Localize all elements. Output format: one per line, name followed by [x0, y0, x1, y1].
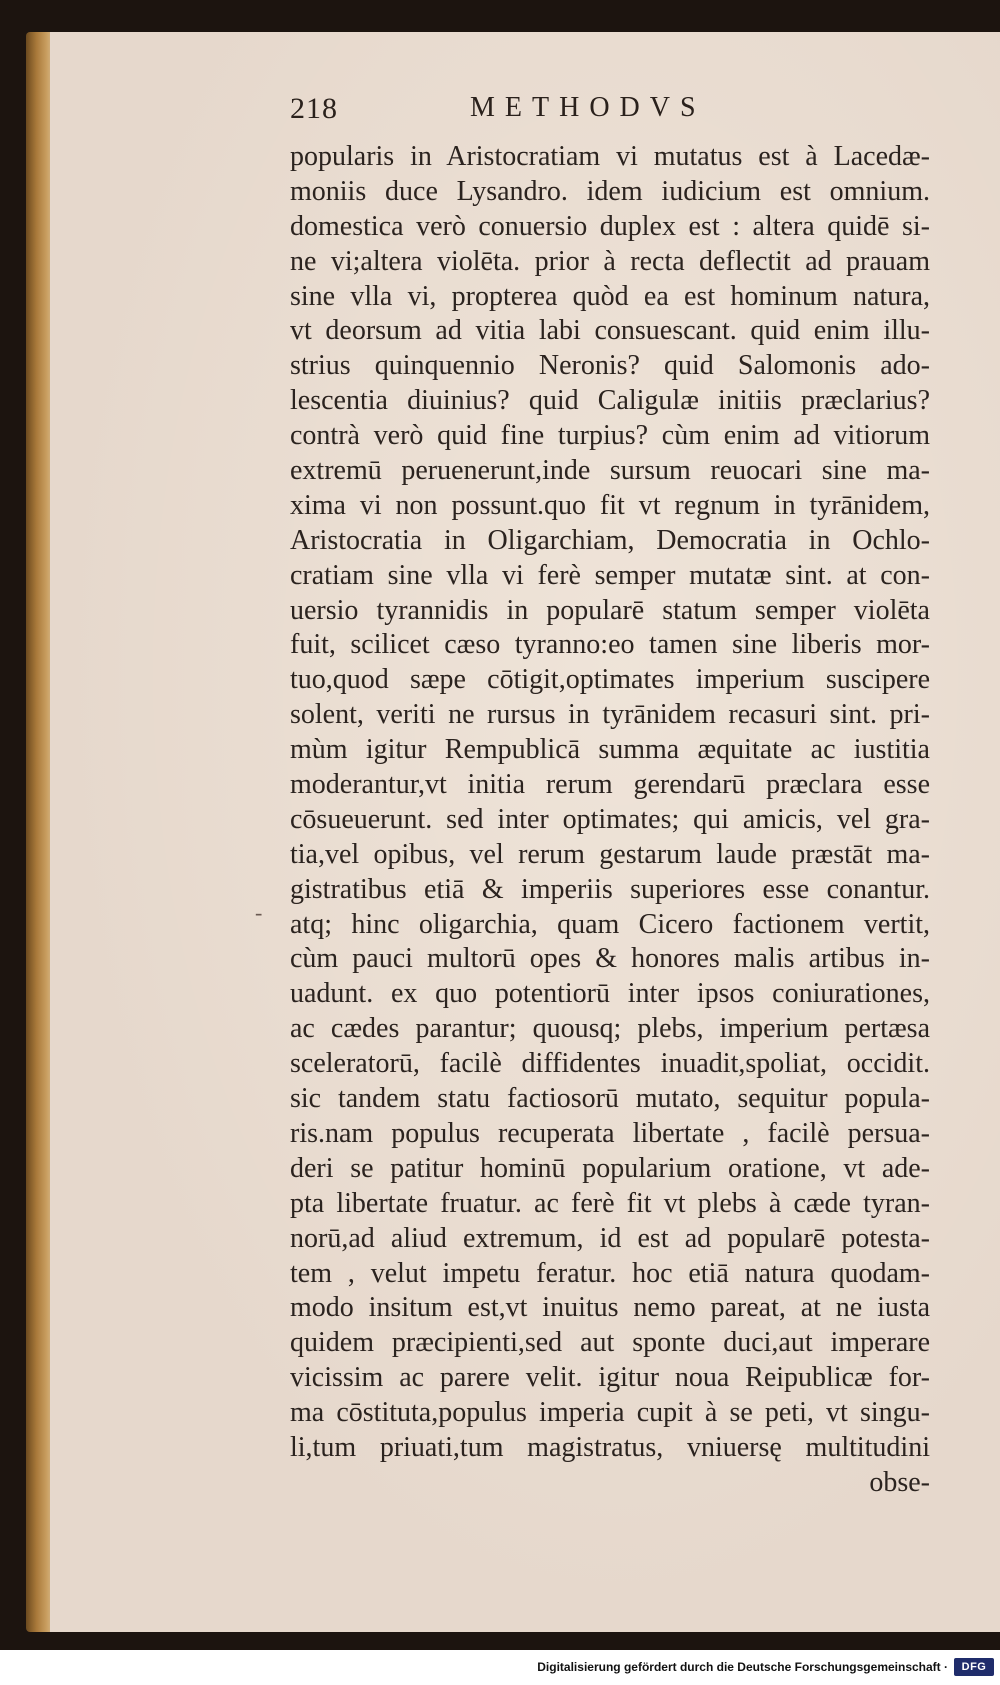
text-line: strius quinquennio Neronis? quid Salomonis ado-	[290, 350, 930, 382]
text-line: extremū peruenerunt,inde sursum reuocari sine ma-	[290, 455, 930, 487]
text-line: uersio tyrannidis in popularē statum semper violēta	[290, 594, 930, 626]
funding-credit: Digitalisierung gefördert durch die Deutsche Forschungsgemeinschaft ·	[537, 1660, 948, 1674]
catchword: obse-	[869, 1466, 930, 1498]
text-line: mùm igitur Rempublicā summa æquitate ac iustitia	[290, 734, 930, 766]
text-line: xima vi non possunt.quo fit vt regnum in tyrānidem,	[290, 489, 930, 521]
text-line: moniis duce Lysandro. idem iudicium est omnium.	[290, 175, 930, 207]
text-line: norū,ad aliud extremum, id est ad popularē potesta-	[290, 1222, 930, 1254]
running-title: METHODVS	[470, 92, 706, 123]
text-line: tem , velut impetu feratur. hoc etiā natura quodam-	[290, 1257, 930, 1289]
text-line: pta libertate fruatur. ac ferè fit vt plebs à cæde tyran-	[290, 1187, 930, 1219]
text-line: vt deorsum ad vitia labi consuescant. quid enim illu-	[290, 315, 930, 347]
text-line: ris.nam populus recuperata libertate , facilè persua-	[290, 1117, 930, 1149]
text-line: lescentia diuinius? quid Caligulæ initiis præclarius?	[290, 385, 930, 417]
text-line: modo insitum est,vt inuitus nemo pareat, at ne iusta	[290, 1292, 930, 1324]
footer-bar	[0, 1650, 1000, 1685]
text-line: solent, veriti ne rursus in tyrānidem recasuri sint. pri-	[290, 699, 930, 731]
text-line: sine vlla vi, propterea quòd ea est hominum natura,	[290, 280, 930, 312]
text-line: sic tandem statu factiosorū mutato, sequitur popula-	[290, 1083, 930, 1115]
text-line: quidem præcipienti,sed aut sponte duci,aut imperare	[290, 1327, 930, 1359]
text-line: Aristocratia in Oligarchiam, Democratia in Ochlo-	[290, 524, 930, 556]
text-line: ne vi;altera violēta. prior à recta deflectit ad prauam	[290, 245, 930, 277]
text-line: sceleratorū, facilè diffidentes inuadit,spoliat, occidit.	[290, 1048, 930, 1080]
text-line: tia,vel opibus, vel rerum gestarum laude præstāt ma-	[290, 838, 930, 870]
text-line: uadunt. ex quo potentiorū inter ipsos coniurationes,	[290, 978, 930, 1010]
margin-mark: -	[255, 900, 263, 925]
text-line: fuit, scilicet cæso tyranno:eo tamen sine liberis mor-	[290, 629, 930, 661]
text-line: cùm pauci multorū opes & honores malis artibus in-	[290, 943, 930, 975]
text-line: ac cædes parantur; quousq; plebs, imperium pertæsa	[290, 1013, 930, 1045]
text-line: li,tum priuati,tum magistratus, vniuersę multitudini	[290, 1431, 930, 1463]
text-line: contrà verò quid fine turpius? cùm enim ad vitiorum	[290, 420, 930, 452]
text-line: vicissim ac parere velit. igitur noua Reipublicæ for-	[290, 1362, 930, 1394]
body-text	[290, 140, 930, 1501]
text-line: atq; hinc oligarchia, quam Cicero factionem vertit,	[290, 908, 930, 940]
text-line: ma cōstituta,populus imperia cupit à se peti, vt singu-	[290, 1397, 930, 1429]
dfg-logo-icon: DFG	[954, 1658, 994, 1676]
text-line: cōsueuerunt. sed inter optimates; qui amicis, vel gra-	[290, 803, 930, 835]
text-line: deri se patitur hominū popularium oratione, vt ade-	[290, 1152, 930, 1184]
text-line: tuo,quod sæpe cōtigit,optimates imperium suscipere	[290, 664, 930, 696]
text-line: cratiam sine vlla vi ferè semper mutatæ sint. at con-	[290, 559, 930, 591]
page-header	[290, 92, 990, 132]
text-line: domestica verò conuersio duplex est : altera quidē si-	[290, 210, 930, 242]
text-line: moderantur,vt initia rerum gerendarū præclara esse	[290, 769, 930, 801]
text-line: popularis in Aristocratiam vi mutatus est à Lacedæ-	[290, 141, 930, 172]
text-line: gistratibus etiā & imperiis superiores esse conantur.	[290, 873, 930, 905]
page-number: 218	[290, 92, 338, 125]
